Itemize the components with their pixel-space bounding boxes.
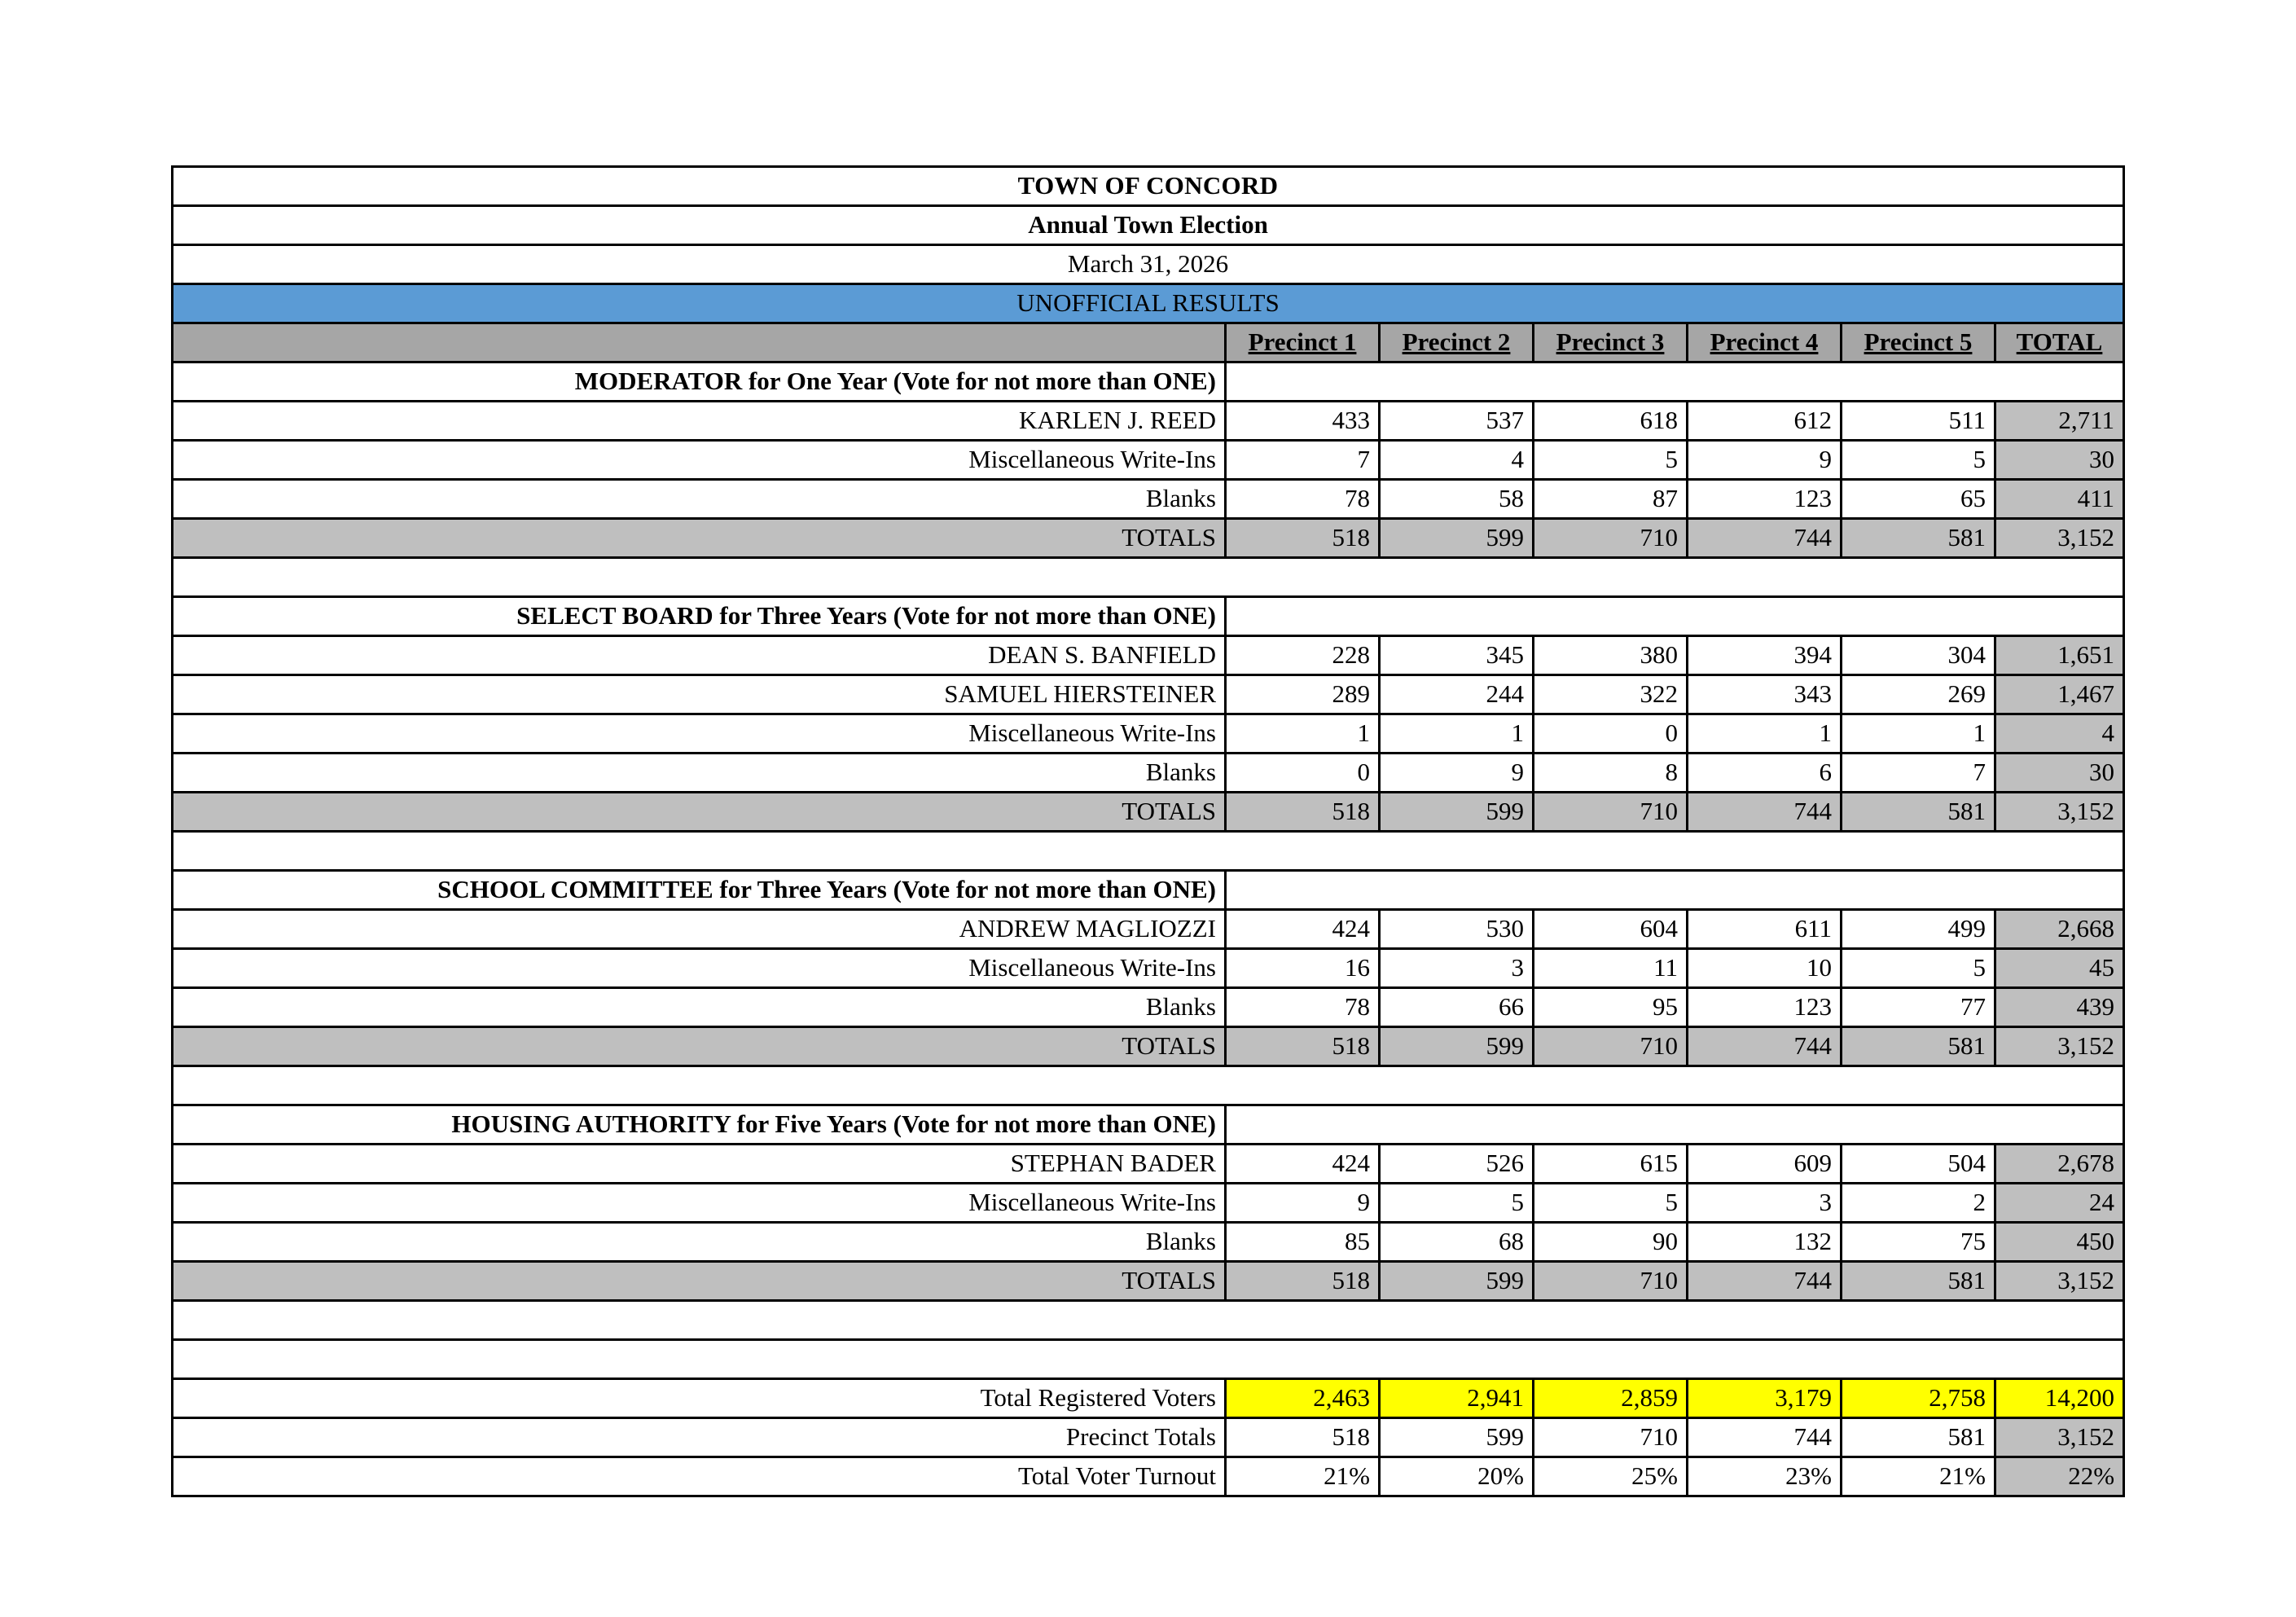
summary-1-precinct-4: 744: [1688, 1418, 1842, 1457]
contest-1-candidate-2-total: 4: [1995, 714, 2124, 754]
contest-3-candidate-1-label: Miscellaneous Write-Ins: [173, 1184, 1226, 1223]
contest-1-totals-total: 3,152: [1995, 793, 2124, 832]
contest-2-candidate-1-precinct-3: 11: [1534, 949, 1688, 988]
election-title-row: [173, 206, 2124, 245]
contest-3-candidate-0-precinct-4: 609: [1688, 1145, 1842, 1184]
contest-3-title-row: [173, 1105, 2124, 1145]
contest-2-candidate-0-label: ANDREW MAGLIOZZI: [173, 910, 1226, 949]
contest-1-candidate-3-precinct-4: 6: [1688, 754, 1842, 793]
contest-3-candidate-1-precinct-1: 9: [1226, 1184, 1380, 1223]
contest-1-title: SELECT BOARD for Three Years (Vote for not more than ONE): [173, 597, 1226, 636]
contest-0-totals-row: [173, 519, 2124, 558]
election-results-sheet: [171, 165, 2123, 1497]
contest-3-candidate-2-total: 450: [1995, 1223, 2124, 1262]
column-header-precinct-4-label: Precinct 4: [1710, 327, 1819, 357]
contest-2-candidate-2-precinct-4: 123: [1688, 988, 1842, 1027]
contest-0-candidate-1-precinct-5: 5: [1842, 441, 1995, 480]
contest-3-candidate-0-precinct-2: 526: [1380, 1145, 1534, 1184]
contest-2-candidate-2-precinct-3: 95: [1534, 988, 1688, 1027]
contest-3-candidate-2-precinct-1: 85: [1226, 1223, 1380, 1262]
contest-1-candidate-1-precinct-5: 269: [1842, 675, 1995, 714]
column-header-row: [173, 323, 2124, 363]
summary-1-precinct-5: 581: [1842, 1418, 1995, 1457]
contest-1-candidate-2-precinct-2: 1: [1380, 714, 1534, 754]
contest-2-candidate-1-precinct-5: 5: [1842, 949, 1995, 988]
column-header-total: [1995, 323, 2124, 363]
contest-0-candidate-1-precinct-4: 9: [1688, 441, 1842, 480]
contest-0-totals-precinct-2: 599: [1380, 519, 1534, 558]
table-body: [173, 167, 2124, 1496]
contest-0-candidate-2-precinct-1: 78: [1226, 480, 1380, 519]
summary-2-precinct-1: 21%: [1226, 1457, 1380, 1496]
contest-2-candidate-2-total: 439: [1995, 988, 2124, 1027]
contest-3-totals-label: TOTALS: [173, 1262, 1226, 1301]
contest-3-totals-precinct-4: 744: [1688, 1262, 1842, 1301]
contest-1-candidate-1-label: SAMUEL HIERSTEINER: [173, 675, 1226, 714]
contest-3-candidate-2-precinct-2: 68: [1380, 1223, 1534, 1262]
contest-2-candidate-0-precinct-2: 530: [1380, 910, 1534, 949]
contest-3-candidate-0-precinct-1: 424: [1226, 1145, 1380, 1184]
contest-3-candidate-1-precinct-3: 5: [1534, 1184, 1688, 1223]
summary-0-row: [173, 1379, 2124, 1418]
contest-2-candidate-2-precinct-1: 78: [1226, 988, 1380, 1027]
contest-3-candidate-0-precinct-5: 504: [1842, 1145, 1995, 1184]
column-header-total-label: TOTAL: [2016, 327, 2103, 357]
contest-2-candidate-1-precinct-2: 3: [1380, 949, 1534, 988]
contest-0-candidate-1-row: [173, 441, 2124, 480]
contest-0-totals-precinct-1: 518: [1226, 519, 1380, 558]
spacer-cell-contest-2: [173, 832, 2124, 871]
contest-0-candidate-1-label: Miscellaneous Write-Ins: [173, 441, 1226, 480]
contest-1-candidate-0-precinct-2: 345: [1380, 636, 1534, 675]
contest-1-candidate-1-precinct-1: 289: [1226, 675, 1380, 714]
contest-2-totals-precinct-2: 599: [1380, 1027, 1534, 1066]
contest-2-candidate-1-precinct-1: 16: [1226, 949, 1380, 988]
contest-2-candidate-2-precinct-5: 77: [1842, 988, 1995, 1027]
spacer-cell-contest-3: [173, 1066, 2124, 1105]
summary-1-total: 3,152: [1995, 1418, 2124, 1457]
contest-3-title: HOUSING AUTHORITY for Five Years (Vote for not more than ONE): [173, 1105, 1226, 1145]
contest-0-candidate-0-total: 2,711: [1995, 402, 2124, 441]
contest-3-candidate-0-total: 2,678: [1995, 1145, 2124, 1184]
contest-0-candidate-2-precinct-4: 123: [1688, 480, 1842, 519]
contest-0-totals-precinct-4: 744: [1688, 519, 1842, 558]
contest-3-candidate-1-precinct-2: 5: [1380, 1184, 1534, 1223]
contest-1-title-row: [173, 597, 2124, 636]
contest-1-candidate-3-total: 30: [1995, 754, 2124, 793]
contest-0-candidate-1-precinct-2: 4: [1380, 441, 1534, 480]
contest-2-totals-precinct-5: 581: [1842, 1027, 1995, 1066]
contest-0-candidate-0-row: [173, 402, 2124, 441]
spacer-cell-summary-b: [173, 1340, 2124, 1379]
summary-1-label: Precinct Totals: [173, 1418, 1226, 1457]
summary-1-precinct-1: 518: [1226, 1418, 1380, 1457]
contest-3-candidate-2-precinct-3: 90: [1534, 1223, 1688, 1262]
column-header-precinct-3-label: Precinct 3: [1556, 327, 1665, 357]
election-results-table: [171, 165, 2125, 1497]
contest-2-totals-total: 3,152: [1995, 1027, 2124, 1066]
contest-1-candidate-2-precinct-3: 0: [1534, 714, 1688, 754]
contest-1-candidate-0-precinct-3: 380: [1534, 636, 1688, 675]
contest-2-title-filler: [1226, 871, 2124, 910]
election-date-row: [173, 245, 2124, 284]
contest-3-candidate-2-precinct-4: 132: [1688, 1223, 1842, 1262]
contest-1-totals-precinct-1: 518: [1226, 793, 1380, 832]
contest-0-candidate-2-label: Blanks: [173, 480, 1226, 519]
summary-2-precinct-3: 25%: [1534, 1457, 1688, 1496]
contest-3-totals-row: [173, 1262, 2124, 1301]
summary-2-precinct-4: 23%: [1688, 1457, 1842, 1496]
spacer-cell-contest-1: [173, 558, 2124, 597]
contest-0-title-filler: [1226, 363, 2124, 402]
contest-1-candidate-1-precinct-4: 343: [1688, 675, 1842, 714]
contest-2-candidate-2-precinct-2: 66: [1380, 988, 1534, 1027]
contest-0-candidate-0-precinct-1: 433: [1226, 402, 1380, 441]
contest-1-totals-precinct-2: 599: [1380, 793, 1534, 832]
contest-2-candidate-0-precinct-3: 604: [1534, 910, 1688, 949]
contest-3-candidate-2-row: [173, 1223, 2124, 1262]
contest-1-candidate-2-precinct-5: 1: [1842, 714, 1995, 754]
contest-1-totals-precinct-5: 581: [1842, 793, 1995, 832]
summary-0-precinct-5: 2,758: [1842, 1379, 1995, 1418]
contest-2-candidate-2-label: Blanks: [173, 988, 1226, 1027]
spacer-row-contest-1: [173, 558, 2124, 597]
contest-0-totals-precinct-3: 710: [1534, 519, 1688, 558]
town-title-row: [173, 167, 2124, 206]
contest-3-totals-precinct-3: 710: [1534, 1262, 1688, 1301]
contest-3-candidate-1-precinct-4: 3: [1688, 1184, 1842, 1223]
contest-1-candidate-0-precinct-5: 304: [1842, 636, 1995, 675]
contest-2-totals-precinct-1: 518: [1226, 1027, 1380, 1066]
contest-0-candidate-0-precinct-3: 618: [1534, 402, 1688, 441]
contest-1-candidate-3-precinct-1: 0: [1226, 754, 1380, 793]
contest-2-totals-label: TOTALS: [173, 1027, 1226, 1066]
column-header-precinct-1: [1226, 323, 1380, 363]
contest-2-totals-row: [173, 1027, 2124, 1066]
summary-1-precinct-3: 710: [1534, 1418, 1688, 1457]
contest-0-title: MODERATOR for One Year (Vote for not more than ONE): [173, 363, 1226, 402]
contest-2-candidate-1-precinct-4: 10: [1688, 949, 1842, 988]
contest-1-totals-precinct-3: 710: [1534, 793, 1688, 832]
contest-0-candidate-2-total: 411: [1995, 480, 2124, 519]
contest-2-candidate-0-total: 2,668: [1995, 910, 2124, 949]
contest-0-title-row: [173, 363, 2124, 402]
contest-2-totals-precinct-3: 710: [1534, 1027, 1688, 1066]
contest-0-candidate-1-precinct-1: 7: [1226, 441, 1380, 480]
contest-0-totals-label: TOTALS: [173, 519, 1226, 558]
contest-1-candidate-2-row: [173, 714, 2124, 754]
contest-1-candidate-0-precinct-4: 394: [1688, 636, 1842, 675]
contest-0-candidate-1-total: 30: [1995, 441, 2124, 480]
summary-0-label: Total Registered Voters: [173, 1379, 1226, 1418]
contest-0-candidate-0-precinct-5: 511: [1842, 402, 1995, 441]
column-header-precinct-3: [1534, 323, 1688, 363]
contest-2-candidate-0-row: [173, 910, 2124, 949]
contest-1-candidate-0-precinct-1: 228: [1226, 636, 1380, 675]
contest-1-candidate-3-precinct-5: 7: [1842, 754, 1995, 793]
summary-2-label: Total Voter Turnout: [173, 1457, 1226, 1496]
column-header-precinct-2-label: Precinct 2: [1402, 327, 1511, 357]
contest-2-candidate-1-total: 45: [1995, 949, 2124, 988]
contest-1-title-filler: [1226, 597, 2124, 636]
contest-2-candidate-1-row: [173, 949, 2124, 988]
contest-3-candidate-0-label: STEPHAN BADER: [173, 1145, 1226, 1184]
contest-0-totals-total: 3,152: [1995, 519, 2124, 558]
contest-2-candidate-2-row: [173, 988, 2124, 1027]
contest-1-candidate-0-total: 1,651: [1995, 636, 2124, 675]
election-title: Annual Town Election: [173, 206, 2124, 245]
column-header-label-cell: [173, 323, 1226, 363]
contest-1-candidate-0-row: [173, 636, 2124, 675]
contest-0-candidate-2-row: [173, 480, 2124, 519]
contest-1-candidate-1-total: 1,467: [1995, 675, 2124, 714]
contest-1-candidate-3-precinct-2: 9: [1380, 754, 1534, 793]
contest-3-candidate-1-row: [173, 1184, 2124, 1223]
contest-1-candidate-3-precinct-3: 8: [1534, 754, 1688, 793]
summary-0-precinct-4: 3,179: [1688, 1379, 1842, 1418]
contest-1-totals-precinct-4: 744: [1688, 793, 1842, 832]
contest-3-totals-precinct-2: 599: [1380, 1262, 1534, 1301]
contest-0-candidate-0-precinct-2: 537: [1380, 402, 1534, 441]
contest-3-candidate-0-row: [173, 1145, 2124, 1184]
summary-0-total: 14,200: [1995, 1379, 2124, 1418]
contest-3-candidate-2-precinct-5: 75: [1842, 1223, 1995, 1262]
contest-1-candidate-2-label: Miscellaneous Write-Ins: [173, 714, 1226, 754]
contest-1-candidate-2-precinct-1: 1: [1226, 714, 1380, 754]
contest-2-title: SCHOOL COMMITTEE for Three Years (Vote for not more than ONE): [173, 871, 1226, 910]
column-header-precinct-4: [1688, 323, 1842, 363]
contest-1-totals-label: TOTALS: [173, 793, 1226, 832]
contest-0-candidate-0-precinct-4: 612: [1688, 402, 1842, 441]
contest-1-candidate-2-precinct-4: 1: [1688, 714, 1842, 754]
results-status-banner: UNOFFICIAL RESULTS: [173, 284, 2124, 323]
contest-3-title-filler: [1226, 1105, 2124, 1145]
town-title: TOWN OF CONCORD: [173, 167, 2124, 206]
spacer-row-summary-a: [173, 1301, 2124, 1340]
contest-2-candidate-0-precinct-4: 611: [1688, 910, 1842, 949]
column-header-precinct-1-label: Precinct 1: [1248, 327, 1357, 357]
contest-0-candidate-1-precinct-3: 5: [1534, 441, 1688, 480]
contest-1-candidate-1-precinct-2: 244: [1380, 675, 1534, 714]
contest-3-candidate-0-precinct-3: 615: [1534, 1145, 1688, 1184]
contest-0-candidate-2-precinct-3: 87: [1534, 480, 1688, 519]
contest-1-candidate-3-label: Blanks: [173, 754, 1226, 793]
contest-2-candidate-0-precinct-1: 424: [1226, 910, 1380, 949]
spacer-cell-summary-a: [173, 1301, 2124, 1340]
contest-1-candidate-3-row: [173, 754, 2124, 793]
contest-3-totals-precinct-1: 518: [1226, 1262, 1380, 1301]
contest-3-totals-total: 3,152: [1995, 1262, 2124, 1301]
column-header-precinct-2: [1380, 323, 1534, 363]
contest-0-candidate-2-precinct-2: 58: [1380, 480, 1534, 519]
election-date: March 31, 2026: [173, 245, 2124, 284]
column-header-precinct-5-label: Precinct 5: [1864, 327, 1973, 357]
contest-1-candidate-1-row: [173, 675, 2124, 714]
contest-3-candidate-2-label: Blanks: [173, 1223, 1226, 1262]
contest-3-candidate-1-total: 24: [1995, 1184, 2124, 1223]
summary-1-row: [173, 1418, 2124, 1457]
summary-2-precinct-2: 20%: [1380, 1457, 1534, 1496]
contest-1-totals-row: [173, 793, 2124, 832]
contest-3-totals-precinct-5: 581: [1842, 1262, 1995, 1301]
contest-2-totals-precinct-4: 744: [1688, 1027, 1842, 1066]
contest-2-candidate-1-label: Miscellaneous Write-Ins: [173, 949, 1226, 988]
contest-1-candidate-1-precinct-3: 322: [1534, 675, 1688, 714]
contest-0-candidate-2-precinct-5: 65: [1842, 480, 1995, 519]
contest-1-candidate-0-label: DEAN S. BANFIELD: [173, 636, 1226, 675]
summary-2-row: [173, 1457, 2124, 1496]
column-header-precinct-5: [1842, 323, 1995, 363]
summary-0-precinct-3: 2,859: [1534, 1379, 1688, 1418]
contest-0-totals-precinct-5: 581: [1842, 519, 1995, 558]
spacer-row-summary-b: [173, 1340, 2124, 1379]
summary-0-precinct-1: 2,463: [1226, 1379, 1380, 1418]
contest-2-title-row: [173, 871, 2124, 910]
summary-1-precinct-2: 599: [1380, 1418, 1534, 1457]
contest-3-candidate-1-precinct-5: 2: [1842, 1184, 1995, 1223]
results-status-banner-row: [173, 284, 2124, 323]
spacer-row-contest-2: [173, 832, 2124, 871]
contest-2-candidate-0-precinct-5: 499: [1842, 910, 1995, 949]
contest-0-candidate-0-label: KARLEN J. REED: [173, 402, 1226, 441]
summary-0-precinct-2: 2,941: [1380, 1379, 1534, 1418]
summary-2-precinct-5: 21%: [1842, 1457, 1995, 1496]
spacer-row-contest-3: [173, 1066, 2124, 1105]
summary-2-total: 22%: [1995, 1457, 2124, 1496]
